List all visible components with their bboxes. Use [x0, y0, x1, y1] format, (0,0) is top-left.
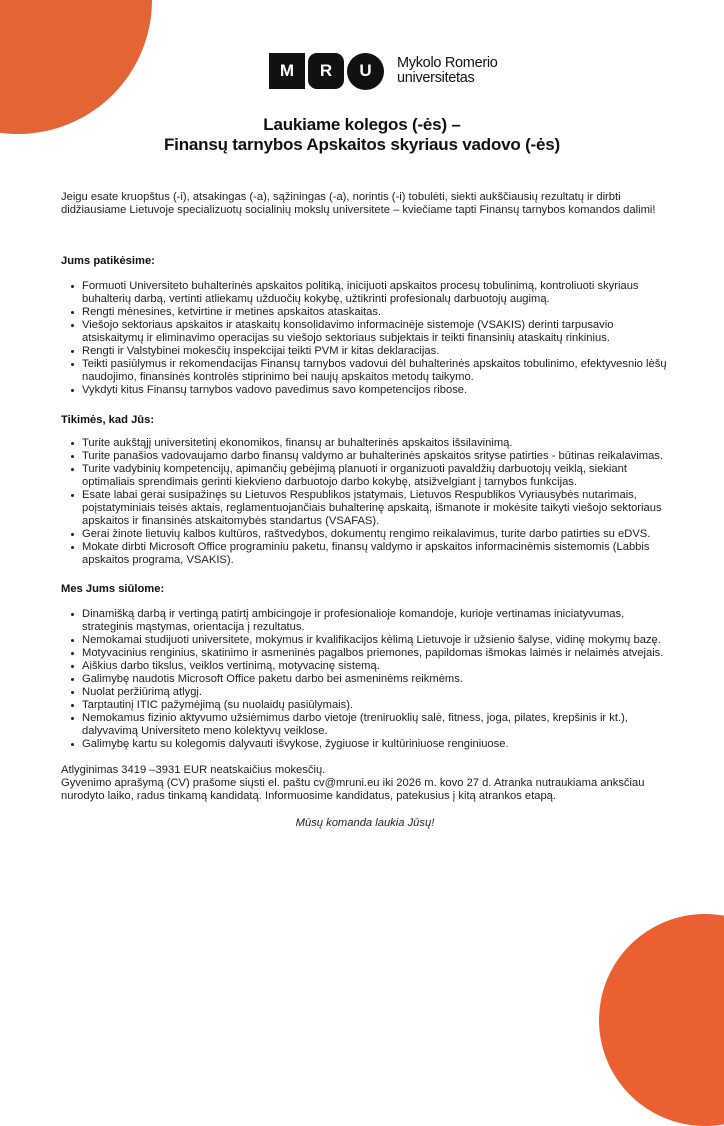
page-title — [0, 115, 724, 155]
list-item: Turite vadybinių kompetencijų, apimančių gebėjimą planuoti ir organizuoti pavaldžių darbuotojų veiklą, siekiant optimaliais sprendimais gerinti kiekvieno darbuotojo darbo kokybę, atsižvelgiant į tarnybos funkcijas. — [82, 463, 669, 489]
logo-name-line2: universitetas — [397, 70, 475, 86]
salary-text: Atlyginimas 3419 –3931 EUR neatskaičius mokesčių. — [61, 764, 326, 776]
decorative-orange-circle-bottom-right — [599, 914, 724, 1126]
list-item: Galimybę kartu su kolegomis dalyvauti išvykose, žygiuose ir kultūriniuose renginiuose. — [82, 738, 669, 751]
list-item: Nemokamai studijuoti universitete, mokymus ir kvalifikacijos kėlimą Lietuvoje ir užsienio šalyse, vidinę mokymų bazę. — [82, 634, 669, 647]
logo-letter-m: M — [269, 53, 305, 89]
list-item: Turite panašios vadovaujamo darbo finansų valdymo ar buhalterinės apskaitos srityse patirties - būtinas reikalavimas. — [82, 450, 669, 463]
logo-letter-u: U — [347, 53, 384, 90]
list-item: Aiškius darbo tikslus, veiklos vertinimą, motyvacinę sistemą. — [82, 660, 669, 673]
logo-letter-r: R — [308, 53, 344, 89]
application-instructions — [61, 777, 669, 803]
list-item: Motyvacinius renginius, skatinimo ir asmeninės pagalbos priemones, papildomas išmokas laimės ir nelaimės atvejais. — [82, 647, 669, 660]
list-item: Viešojo sektoriaus apskaitos ir ataskaitų konsolidavimo informacinėje sistemoje (VSAKIS) derinti tarpusavio atsiskaitymų ir eliminavimo operacijas su viešojo sektoriaus subjektais ir teikti finansinių ataskaitų rinkinius. — [82, 319, 669, 345]
list-item: Gerai žinote lietuvių kalbos kultūros, raštvedybos, dokumentų rengimo reikalavimus, turite darbo patirties su eDVS. — [82, 528, 669, 541]
logo-wordmark — [397, 56, 498, 86]
list-item: Galimybę naudotis Microsoft Office paketu darbo bei asmeninėms reikmėms. — [82, 673, 669, 686]
list-item: Mokate dirbti Microsoft Office programiniu paketu, finansų valdymo ir apskaitos informacinėmis sistemomis (Labbis apskaitos programa, VSAKIS). — [82, 541, 669, 567]
title-line-1: Laukiame kolegos (-ės) – — [263, 115, 461, 134]
university-logo — [269, 52, 498, 90]
closing-text: Mūsų komanda laukia Jūsų! — [295, 817, 435, 829]
responsibilities-list — [61, 280, 669, 397]
apply-text-suffix: iki 2026 m. kovo 27 d. Atranka nutraukiama anksčiau nurodyto laiko, radus tinkamą kandidatą. Informuosime kandidatus, patekusius į kitą atrankos etapą. — [61, 777, 645, 802]
list-item: Teikti pasiūlymus ir rekomendacijas Finansų tarnybos vadovui dėl buhalterinės apskaitos tobulinimo, efektyvesnio lėšų naudojimo, finansinės kontrolės stiprinimo bei naujų apskaitos metodų taikymo. — [82, 358, 669, 384]
list-item: Tarptautinį ITIC pažymėjimą (su nuolaidų pasiūlymais). — [82, 699, 669, 712]
title-line-2: Finansų tarnybos Apskaitos skyriaus vadovo (-ės) — [163, 135, 560, 154]
job-posting-body — [61, 191, 669, 830]
section-heading-responsibilities: Jums patikėsime: — [61, 255, 155, 267]
requirements-list — [61, 437, 669, 567]
email-link[interactable]: cv@mruni.eu — [313, 777, 380, 789]
list-item: Nuolat peržiūrimą atlygį. — [82, 686, 669, 699]
benefits-list — [61, 608, 669, 751]
section-heading-requirements: Tikimės, kad Jūs: — [61, 414, 155, 426]
list-item: Turite aukštąjį universitetinį ekonomikos, finansų ar buhalterinės apskaitos išsilavinimą. — [82, 437, 669, 450]
list-item: Rengti ir Valstybinei mokesčių inspekcijai teikti PVM ir kitas deklaracijas. — [82, 345, 669, 358]
section-heading-benefits: Mes Jums siūlome: — [61, 583, 165, 595]
list-item: Rengti mėnesines, ketvirtine ir metines apskaitos ataskaitas. — [82, 306, 669, 319]
list-item: Dinamišką darbą ir vertingą patirtį ambicingoje ir profesionalioje komandoje, kurioje vertinamas iniciatyvumas, strateginis mąstymas, orientacija į rezultatus. — [82, 608, 669, 634]
list-item: Formuoti Universiteto buhalterinės apskaitos politiką, inicijuoti apskaitos procesų tobulinimą, kontroliuoti skyriaus buhalterių darbą, vertinti atliekamų užduočių kokybę, užtikrinti profesionalų darbuotojų augimą. — [82, 280, 669, 306]
list-item: Esate labai gerai susipažinęs su Lietuvos Respublikos įstatymais, Lietuvos Respublikos Vyriausybės nutarimais, poįstatyminiais teisės aktais, reglamentuojančiais buhalterinę apskaitą, išmanote ir mokėsite taikyti viešojo sektoriaus apskaitos ir finansinės atskaitomybės standartus (VSAFAS). — [82, 489, 669, 528]
apply-text-prefix: Gyvenimo aprašymą (CV) prašome siųsti el. paštu — [61, 777, 314, 789]
logo-name-line1: Mykolo Romerio — [397, 55, 498, 71]
intro-paragraph: Jeigu esate kruopštus (-i), atsakingas (-a), sąžiningas (-a), norintis (-i) tobulėti, siekti aukščiausių rezultatų ir dirbti didžiausiame Lietuvoje specializuotų socialinių mokslų universitete – kviečiame tapti Finansų tarnybos komandos dalimi! — [61, 191, 656, 216]
list-item: Nemokamus fizinio aktyvumo užsiėmimus darbo vietoje (treniruoklių salė, fitness, joga, pilates, krepšinis ir kt.), dalyvavimą Universiteto meno kolektyvų veiklose. — [82, 712, 669, 738]
list-item: Vykdyti kitus Finansų tarnybos vadovo pavedimus savo kompetencijos ribose. — [82, 384, 669, 397]
decorative-orange-circle-top-left — [0, 0, 152, 134]
